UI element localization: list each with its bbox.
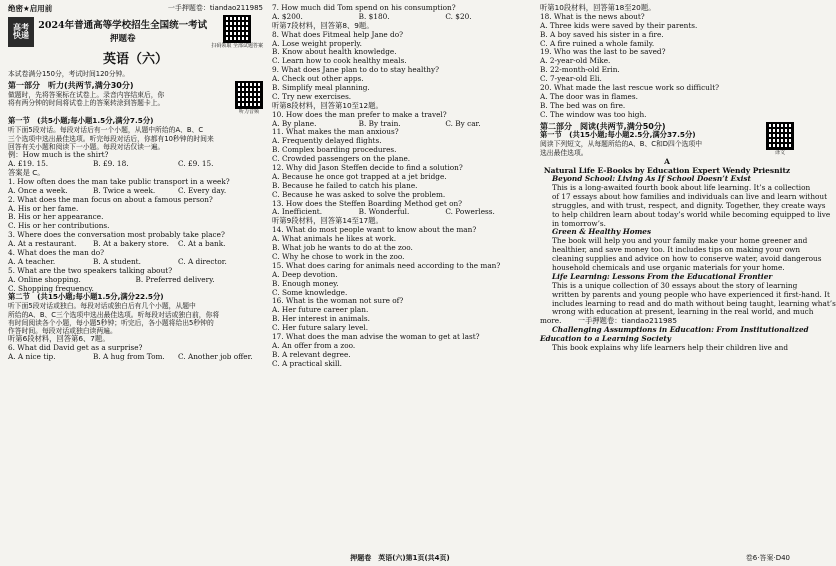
header-top [8, 4, 263, 13]
example-options: A. £19. 15. B. £9. 18. C. £9. 15. [8, 159, 214, 169]
qr-code-icon[interactable] [223, 15, 251, 43]
brand-logo: 高考 快递 [8, 17, 34, 47]
question-10: 10. How does the man prefer to make a travel? A. By plane. B. By train. C. By car. [272, 109, 481, 128]
question-20: 20. What made the last rescue work so difficult? A. The door was in flames. B. The bed was on fire. C. The window was too high. [540, 83, 720, 119]
corner-code: 卷6·答案·D40 [745, 554, 790, 562]
column-1: 绝密★启用前 一手押题卷：tiandao211985 高考 快递 2024年普通高等学校招生全国统一考试 押题卷 扫码领取 全部试题答案 英语（六） 本试卷满分150分，考试时间120分钟。 第一部分 听力(共两节,满分30分) 做题时，先将答案标在试卷上。录音内容结束后，你 将有两分钟的时间将试卷上的答案转涂到答题卡上。 听力音频 第一节 (共5小题;每小题1.5分,满分7.5分) 听下面5段对话。每段对话后有一个小题，从题中所给的A、B、C 三个选项中选出最佳选项。听完每段对话后，你都有10秒钟的时间来 回答有关小题和阅读下一小题。每段对话仅读一遍。 例：How much is the shirt? A. £19. 15. B. £9. 18. C. £9. 15. 答案是 C。 1. How often does the man take public transport in a week? A. Once a week. B. Twice a week. C. Every day. 2. What does the man focus on about a famous person? A. His or her fame. B. His or her appearance. C. His or her contributions. 3. Where does the conversation most probably take place? A. At a restaurant. B. At a bakery store. C. At a bank. 4. What does the man do? A. A teacher. B. A student. C. A director. 5. What are the two speakers talking about? A. Online shopping. B. Preferred delivery. C. Shopping frequency. 第二节 (共15小题;每小题1.5分,满分22.5分) 听下面5段对话或独白。每段对话或独白后有几个小题，从题中 所给的A、B、C三个选项中选出最佳选项。听每段对话或独白前，你将 有时间阅读各个小题，每小题5秒钟；听完后，各小题将给出5秒钟的 作答时间。每段对话或独白读两遍。 听第6段材料，回答第6、7题。 6. What did David get as a surprise? A. A nice tip. B. A hug from Tom. C. Another job offer. [8, 4, 263, 362]
audio-qr[interactable]: 听力音频 [235, 81, 263, 115]
question-8: 8. What does Fitmeal help Jane do? A. Lose weight properly. B. Know about health knowledge. C. Learn how to cook healthy meals. [272, 29, 407, 66]
question-19: 19. Who was the last to be saved? A. 2-year-old Mike. B. 22-month-old Erin. C. 7-year-old Eli. [540, 47, 666, 84]
column-3: 听第10段材料，回答第18至20题。 18. What is the news about? A. Three kids were saved by their parents. B. A boy saved his sister in a fire. C. A fire ruined a whole family. 19. Who was the last to be saved? A. 2-year-old Mike. B. 22-month-old Erin. C. 7-year-old Eli. 20. What made the last rescue work so difficult? A. The door was in flames. B. The bed was on fire. C. The window was too high. 第二部分 阅读(共两节,满分50分) 第一节 (共15小题;每小题2.5分,满分37.5分) 阅读下列短文，从每题所给的A、B、C和D四个选项中 选出最佳选项。 译文 A Natural Life E-Books by Education Expert Wendy Priesnitz Beyond School: Living As If School Doesn’t Exist This is a long-awaited fourth book about life learning. It’s a collection of 17 essays about how families and individuals can live and learn without struggles, and with trust, respect, and dignity. Together, they create ways to help children learn about today’s world while becoming equipped to live in tomorrow’s. Green & Healthy Homes The book will help you and your family make your home greener and healthier, and save money too. It includes tips on making your own cleaning supplies and advice on how to conserve water, avoid dangerous household chemicals and use organic materials for your home. Life Learning: Lessons From the Educational Frontier This is a unique collection of 30 essays about the story of learning written by parents and young people who have experienced it first-hand. It includes learning to read and do math without being taught, learning what’s wrong with education at present, learning in the real world, and much more. 一手押题卷：tiandao211985 Challenging Assumptions in Education: From Institutionalized Education to a Learning Society This book explains why life learners help their children live and [540, 3, 836, 352]
passage-letter: A [664, 156, 670, 166]
book-title-3: Life Learning: Lessons From the Educational Frontier [552, 271, 773, 281]
qr-code-icon[interactable] [766, 122, 794, 150]
question-6: 6. What did David get as a surprise? A. A nice tip. B. A hug from Tom. C. Another job offer. [8, 343, 253, 362]
secret-label: 绝密★启用前 [8, 4, 53, 13]
question-2: 2. What does the man focus on about a famous person? A. His or her fame. B. His or her appearance. C. His or her contributions. [8, 194, 213, 231]
page-footer: 押题卷 英语(六)第1页(共4页) [350, 554, 450, 562]
question-9: 9. What does Jane plan to do to stay healthy? A. Check out other apps. B. Simplify meal planning. C. Try new exercises. [272, 65, 440, 101]
book-desc-1: This is a long-awaited fourth book about life learning. It’s a collection of 17 essays about how families and individuals can live and learn without struggles, and with trust, respect, and dignity. Together, they create ways to help children learn about today’s world while becoming equipped to live in tomorrow’s. [552, 182, 831, 228]
question-17: 17. What does the man advise the woman to get at last? A. An offer from a zoo. B. A relevant degree. C. A practical skill. [272, 331, 480, 368]
subject-title: 英语（六） [102, 52, 168, 68]
question-12: 12. Why did Jason Steffen decide to find a solution? A. Because he once got trapped at a jet bridge. B. Because he failed to catch his plane. C. Because he was asked to solve the problem. [272, 163, 463, 199]
question-7: 7. How much did Tom spend on his consumption? A. $200. B. $180. C. $20. [272, 3, 472, 21]
translation-qr[interactable]: 译文 [766, 122, 794, 156]
book-desc-3: This is a unique collection of 30 essays about the story of learning written by parents and young people who have experienced it first-hand. It includes learning to read and do math without being taught, learning what’s wrong with education at present, learning in the real world, and much more. 一手押题卷：tiandao211985 [540, 280, 836, 326]
question-13: 13. How does the Steffen Boarding Method get on? A. Inefficient. B. Wonderful. C. Powerless. [272, 198, 495, 217]
listening-instruction: 听第9段材料，回答第14至17题。 [272, 216, 383, 226]
column-2 [272, 4, 532, 369]
listening-instruction: 听第10段材料，回答第18至20题。 [540, 3, 656, 12]
question-5: 5. What are the two speakers talking about? A. Online shopping. B. Preferred delivery. C. Shopping frequency. [8, 265, 215, 293]
question-11: 11. What makes the man anxious? A. Frequently delayed flights. B. Complex boarding procedures. C. Crowded passengers on the plane. [272, 127, 411, 164]
part2-header: 第二部分 阅读(共两节,满分50分) 第一节 (共15小题;每小题2.5分,满分37.5分) 阅读下列短文，从每题所给的A、B、C和D四个选项中 选出最佳选项。 译文 [540, 122, 794, 157]
exam-info: 本试卷满分150分，考试时间120分钟。 [8, 70, 130, 79]
book-title-2: Green & Healthy Homes [552, 227, 652, 237]
part2-title: 第二部分 阅读(共两节,满分50分) [540, 121, 666, 131]
header-box [8, 15, 263, 49]
book-desc-4: This book explains why life learners help their children live and [552, 342, 789, 352]
part1-title: 第一部分 听力(共两节,满分30分) [8, 81, 134, 91]
question-4: 4. What does the man do? A. A teacher. B. A student. C. A director. [8, 248, 227, 266]
book-title-4: Challenging Assumptions in Education: From Institutionalized [552, 325, 809, 335]
exam-subtitle: 押题卷 [109, 33, 136, 44]
exam-title: 2024年普通高等学校招生全国统一考试 [38, 20, 208, 32]
book-title-1: Beyond School: Living As If School Doesn’t Exist [552, 174, 751, 184]
exam-title-block [34, 20, 211, 44]
qr-code-icon[interactable] [235, 81, 263, 109]
watermark: 一手押题卷：tiandao211985 [167, 4, 263, 13]
book-desc-2: The book will help you and your family make your home greener and healthier, and save money too. It includes tips on making your own cleaning supplies and advice on how to conserve water, avoid dangerous household chemicals and use organic materials for your home. [552, 236, 822, 272]
passage-title: Natural Life E-Books by Education Expert Wendy Priesnitz [543, 165, 791, 175]
listening-instruction: 听第6段材料，回答第6、7题。 [8, 334, 110, 344]
question-18: 18. What is the news about? A. Three kids were saved by their parents. B. A boy saved his sister in a fire. C. A fire ruined a whole family. [540, 11, 698, 48]
example-question: 例：How much is the shirt? [8, 150, 109, 160]
part1-header: 第一部分 听力(共两节,满分30分) 做题时，先将答案标在试卷上。录音内容结束后，你 将有两分钟的时间将试卷上的答案转涂到答题卡上。 听力音频 [8, 81, 263, 115]
question-1: 1. How often does the man take public transport in a week? A. Once a week. B. Twice a week. C. Every day. [8, 176, 230, 195]
question-3: 3. Where does the conversation most probably take place? A. At a restaurant. B. At a bakery store. C. At a bank. [8, 230, 226, 249]
listening-instruction: 听第7段材料，回答第8、9题。 [272, 20, 374, 30]
question-16: 16. What is the woman not sure of? A. Her future career plan. B. Her interest in animals. C. Her future salary level. [272, 296, 404, 333]
question-15: 15. What does caring for animals need according to the man? A. Deep devotion. B. Enough money. C. Some knowledge. [272, 260, 501, 297]
header-qr[interactable]: 扫码领取 全部试题答案 [211, 15, 263, 49]
question-14: 14. What do most people want to know about the man? A. What animals he likes at work. B. What job he wants to do at the zoo. C. Why he chose to work in the zoo. [272, 225, 477, 261]
listening-instruction: 听第8段材料，回答第10至12题。 [272, 100, 383, 110]
watermark: 一手押题卷：tiandao211985 [577, 316, 677, 326]
